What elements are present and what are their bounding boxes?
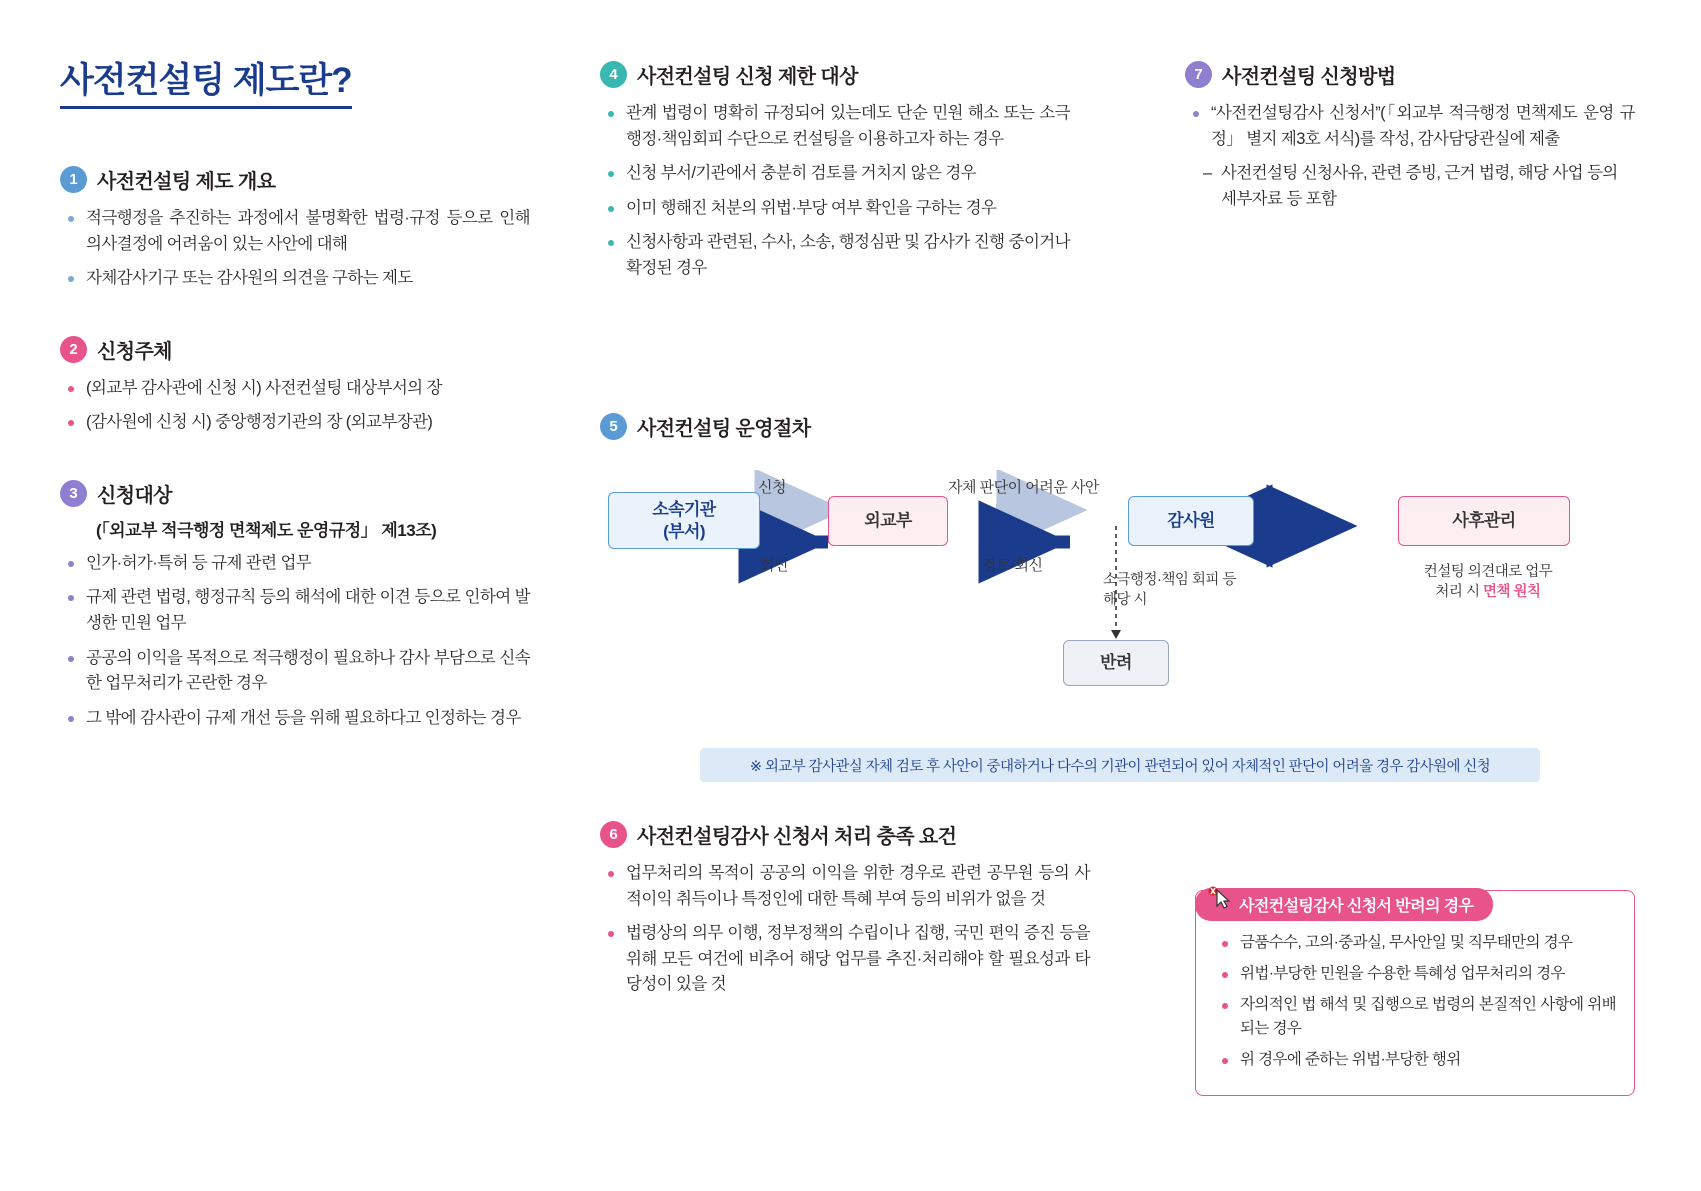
flow-note-followup-line2 — [1398, 582, 1578, 602]
flow-node-affiliate — [608, 492, 760, 549]
list-item: 그 밖에 감사관이 규제 개선 등을 위해 필요하다고 인정하는 경우 — [66, 706, 530, 732]
flow-note-followup-pre: 처리 시 — [1435, 584, 1483, 601]
flow-node-mofa: 외교부 — [828, 496, 948, 546]
flow-node-affiliate-line2: (부서) — [663, 521, 705, 541]
list-item: 관계 법령이 명확히 규정되어 있는데도 단순 민원 해소 또는 소극행정·책임회피 수단으로 컨설팅을 이용하고자 하는 경우 — [606, 101, 1070, 152]
section-1 — [60, 165, 530, 292]
flow-note-return-line2: 해당 시 — [1103, 592, 1148, 609]
column-middle — [600, 60, 1070, 290]
list-item: 자의적인 법 해석 및 집행으로 법령의 본질적인 사항에 위배되는 경우 — [1220, 993, 1616, 1041]
list-item: “사전컨설팅감사 신청서”(「외교부 적극행정 면책제도 운영 규정」 별지 제3호 서식)를 작성, 감사담당관실에 제출 — [1191, 101, 1635, 152]
section-3-head — [60, 479, 530, 508]
section-2-number: 2 — [60, 336, 87, 363]
flow-note-followup — [1398, 562, 1578, 603]
section-3-title: 신청대상 — [97, 484, 172, 507]
list-item: 업무처리의 목적이 공공의 이익을 위한 경우로 관련 공무원 등의 사적이익 취득이나 특정인에 대한 특혜 부여 등의 비위가 없을 것 — [606, 861, 1090, 912]
list-item: 신청사항과 관련된, 수사, 소송, 행정심판 및 감사가 진행 중이거나 확정된 경우 — [606, 230, 1070, 281]
section-1-number: 1 — [60, 166, 87, 193]
flow-node-return: 반려 — [1063, 640, 1169, 686]
list-item: 규제 관련 법령, 행정규칙 등의 해석에 대한 이견 등으로 인하여 발생한 민원 업무 — [66, 585, 530, 636]
list-item: – 사전컨설팅 신청사유, 관련 증빙, 근거 법령, 해당 사업 등의 세부자료 등 포함 — [1203, 161, 1635, 212]
section-7-number: 7 — [1185, 61, 1212, 88]
section-1-title: 사전컨설팅 제도 개요 — [97, 171, 276, 193]
flow-note-followup-line1: 컨설팅 의견대로 업무 — [1423, 564, 1553, 580]
flow-note-return-line1: 소극행정·책임 회피 등 — [1103, 572, 1236, 588]
section-3-subtitle: (「외교부 적극행정 면책제도 운영규정」 제13조) — [96, 520, 437, 540]
process-flow-diagram — [608, 470, 1638, 720]
section-5-number: 5 — [600, 413, 627, 440]
flow-node-followup: 사후관리 — [1398, 496, 1570, 546]
section-5 — [600, 412, 1080, 453]
list-item: 금품수수, 고의·중과실, 무사안일 및 직무태만의 경우 — [1220, 931, 1616, 955]
section-3-number: 3 — [60, 480, 87, 507]
section-2-title: 신청주체 — [97, 340, 172, 363]
flow-note-followup-emph: 면책 원칙 — [1483, 584, 1541, 601]
section-5-head — [600, 412, 1080, 441]
list-item: 자체감사기구 또는 감사원의 의견을 구하는 제도 — [66, 266, 530, 292]
list-item: 위법·부당한 민원을 수용한 특혜성 업무처리의 경우 — [1220, 962, 1616, 986]
section-2 — [60, 335, 530, 436]
section-4-title: 사전컨설팅 신청 제한 대상 — [637, 66, 858, 88]
list-item: 법령상의 의무 이행, 정부정책의 수립이나 집행, 국민 편익 증진 등을 위해 모든 여건에 비추어 해당 업무를 추진·처리해야 할 필요성과 타당성이 있을 것 — [606, 921, 1090, 998]
section-5-title: 사전컨설팅 운영절차 — [637, 418, 811, 440]
section-6-head — [600, 820, 1090, 849]
page-title: 사전컨설팅 제도란? — [60, 60, 352, 109]
section-7-bullets — [1191, 101, 1635, 152]
flow-label-reply: 회신 — [760, 557, 788, 574]
flow-label-difficult: 자체 판단이 어려운 사안 — [948, 479, 1099, 496]
list-item: 신청 부서/기관에서 충분히 검토를 거치지 않은 경우 — [606, 161, 1070, 187]
flow-banner-note: ※ 외교부 감사관실 자체 검토 후 사안이 중대하거나 다수의 기관이 관련되어 있어 자체적인 판단이 어려울 경우 감사원에 신청 — [700, 748, 1540, 782]
section-7-head — [1185, 60, 1635, 89]
flow-label-apply: 신청 — [758, 479, 786, 496]
section-4-head — [600, 60, 1070, 89]
list-item: (감사원에 신청 시) 중앙행정기관의 장 (외교부장관) — [66, 410, 530, 436]
section-2-bullets — [66, 376, 530, 436]
list-item: 이미 행해진 처분의 위법·부당 여부 확인을 구하는 경우 — [606, 196, 1070, 222]
list-item: 인가·허가·특허 등 규제 관련 업무 — [66, 551, 530, 577]
section-3-bullets — [66, 551, 530, 731]
section-6-number: 6 — [600, 821, 627, 848]
flow-node-bai: 감사원 — [1128, 496, 1254, 546]
section-7-title: 사전컨설팅 신청방법 — [1222, 66, 1396, 88]
section-1-head — [60, 165, 530, 194]
section-6 — [600, 820, 1090, 1007]
section-3 — [60, 479, 530, 731]
list-item: (외교부 감사관에 신청 시) 사전컨설팅 대상부서의 장 — [66, 376, 530, 402]
flow-node-affiliate-line1: 소속기관 — [652, 500, 716, 520]
flow-label-review-reply: 검토·회신 — [982, 557, 1043, 574]
section-6-bullets — [606, 861, 1090, 998]
section-4 — [600, 60, 1070, 281]
list-item: 공공의 이익을 목적으로 적극행정이 필요하나 감사 부담으로 신속한 업무처리가 곤란한 경우 — [66, 646, 530, 697]
column-left — [60, 60, 530, 740]
list-item: 적극행정을 추진하는 과정에서 불명확한 법령·규정 등으로 인해 의사결정에 어려움이 있는 사안에 대해 — [66, 206, 530, 257]
section-7-sub-bullets — [1203, 161, 1635, 212]
reject-case-list — [1220, 931, 1616, 1072]
section-4-number: 4 — [600, 61, 627, 88]
list-item: 위 경우에 준하는 위법·부당한 행위 — [1220, 1048, 1616, 1072]
section-1-bullets — [66, 206, 530, 292]
flow-note-return — [1103, 570, 1293, 611]
section-4-bullets — [606, 101, 1070, 281]
cursor-pointer-icon — [1208, 886, 1234, 912]
column-right — [1185, 60, 1635, 220]
section-7 — [1185, 60, 1635, 212]
section-6-title: 사전컨설팅감사 신청서 처리 충족 요건 — [637, 826, 957, 848]
section-2-head — [60, 335, 530, 364]
reject-case-tab-label: 사전컨설팅감사 신청서 반려의 경우 — [1195, 888, 1493, 921]
